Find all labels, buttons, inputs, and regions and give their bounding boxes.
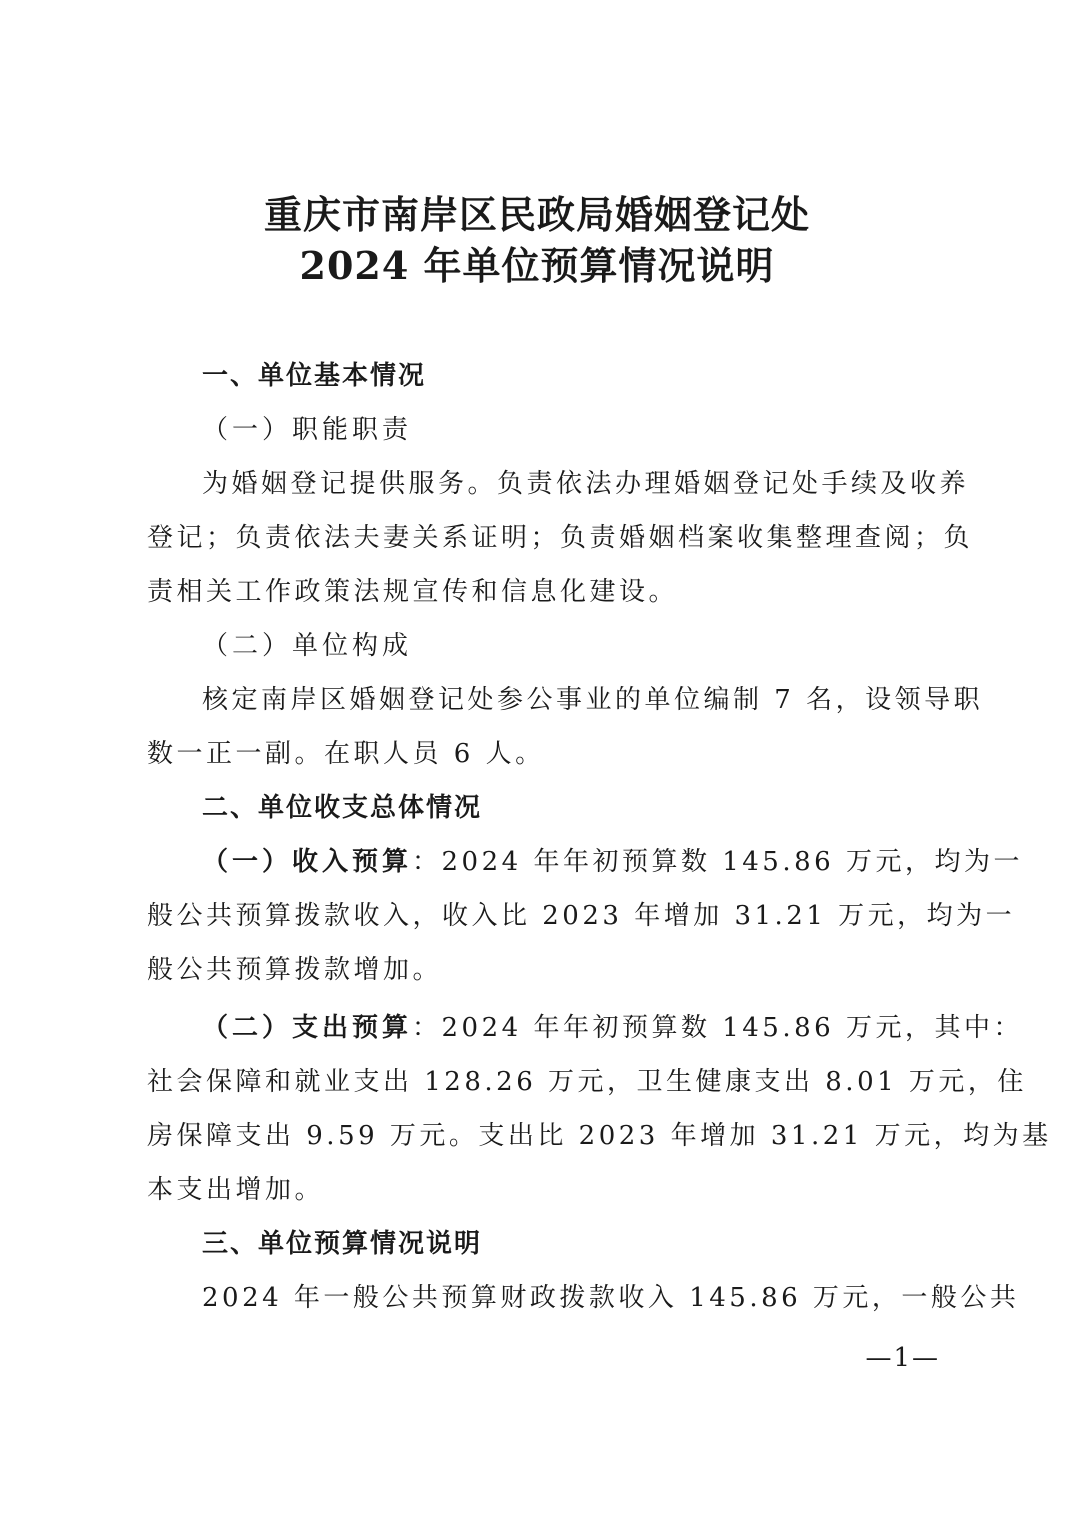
document-title-line2: 2024 年单位预算情况说明 [299,243,775,288]
paragraph-line: 本支出增加。 [147,1175,325,1205]
section2-heading: 二、单位收支总体情况 [202,793,483,823]
paragraph-line: 社会保障和就业支出 128.26 万元，卫生健康支出 8.01 万元，住 [147,1067,1027,1097]
income-label: （一）收入预算 [202,847,413,877]
expense-first-line [202,1008,1023,1048]
expense-label: （二）支出预算 [202,1013,413,1043]
paragraph-line: 责相关工作政策法规宣传和信息化建设。 [147,577,679,607]
expense-line-text: ：2024 年年初预算数 145.86 万元，其中： [412,1013,1023,1043]
paragraph-line: 房保障支出 9.59 万元。支出比 2023 年增加 31.21 万元，均为基 [147,1121,1052,1151]
paragraph-line: 般公共预算拨款收入，收入比 2023 年增加 31.21 万元，均为一 [147,901,1016,931]
section3-heading: 三、单位预算情况说明 [202,1229,483,1259]
document-title-line1: 重庆市南岸区民政局婚姻登记处 [263,192,810,237]
paragraph-line: 数一正一副。在职人员 6 人。 [147,739,545,769]
section1-sub1-label: （一）职能职责 [202,415,413,445]
page-number: —1— [865,1343,940,1373]
income-line-text: ：2024 年年初预算数 145.86 万元，均为一 [412,847,1023,877]
paragraph-line: 2024 年一般公共预算财政拨款收入 145.86 万元，一般公共 [202,1283,1020,1313]
paragraph-line: 为婚姻登记提供服务。负责依法办理婚姻登记处手续及收养 [202,469,970,499]
paragraph-line: 登记；负责依法夫妻关系证明；负责婚姻档案收集整理查阅；负 [147,523,974,553]
paragraph-line: 核定南岸区婚姻登记处参公事业的单位编制 7 名，设领导职 [202,685,984,715]
section1-sub2-label: （二）单位构成 [202,631,413,661]
section1-heading: 一、单位基本情况 [202,361,427,391]
income-first-line [202,842,1023,882]
paragraph-line: 般公共预算拨款增加。 [147,955,443,985]
